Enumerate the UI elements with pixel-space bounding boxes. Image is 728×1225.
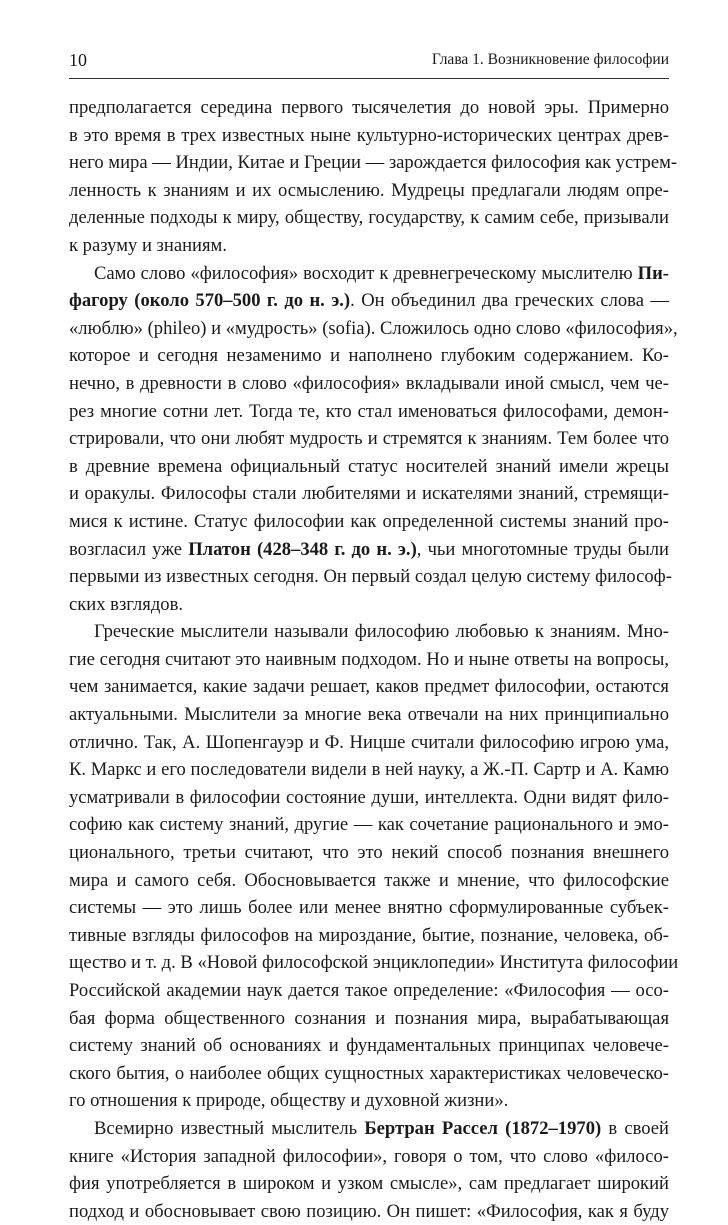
text-line [69,453,669,481]
page-number: 10 [69,50,87,70]
text-segment: рез многие сотни лет. Тогда те, кто стал именоваться философами, демон- [69,400,669,422]
text-line [69,1087,669,1115]
text-segment: стрировали, что они любят мудрость и стремятся к знаниям. Тем более что [69,428,669,450]
text-segment: Греческие мыслители называли философию любовью к знаниям. Мно- [94,621,669,643]
text-segment: «люблю» (phileo) и «мудрость» (sofia). Сложилось одно слово «философия», [69,317,678,339]
text-segment: фия употребляется в широком и узком смысле», сам предлагает широкий [69,1173,669,1195]
bold-text: Бертран Рассел (1872–1970) [364,1117,602,1139]
text-segment: Всемирно известный мыслитель [94,1117,365,1139]
bold-text: Пи- [637,262,669,284]
text-segment: софию как систему знаний, другие — как сочетание рационального и эмо- [69,814,669,836]
text-line [69,729,669,757]
text-segment: щество и т. д. В «Новой философской энциклопедии» Института философии [69,952,679,974]
text-line [69,811,669,839]
text-segment: . Он объединил два греческих слова — [350,290,669,312]
text-line [69,977,669,1005]
text-line [69,232,669,260]
text-segment: ского бытия, о наиболее общих сущностных характеристиках человеческо- [69,1062,669,1084]
text-segment: которое и сегодня незаменимо и наполнено глубоким содержанием. Ко- [69,345,669,367]
text-line [69,204,669,232]
text-line [69,1005,669,1033]
text-line [69,425,669,453]
text-segment: , чьи многотомные труды были [416,538,669,560]
text-segment: первыми из известных сегодня. Он первый создал целую систему философ- [69,566,672,588]
text-line [69,784,669,812]
text-line [69,398,669,426]
running-header [69,48,669,72]
text-segment: ских взглядов. [69,593,184,615]
text-segment: го отношения к природе, обществу и духовной жизни». [69,1090,509,1112]
text-segment: него мира — Индии, Китае и Греции — зарождается философия как устрем- [69,152,678,174]
text-line [69,94,669,122]
text-line [69,536,669,564]
text-line [69,287,669,315]
bold-text: фагору (около 570–500 г. до н. э.) [69,290,351,312]
text-line [69,122,669,150]
text-line [69,315,678,343]
text-segment: мира и самого себя. Обосновывается также и мнение, что философские [69,869,669,891]
text-segment: усматривали в философии состояние души, интеллекта. Одни видят фило- [69,786,669,808]
text-line [69,701,669,729]
text-segment: системы — это лишь более или менее внятно сформулированные субъек- [69,897,669,919]
text-segment: в своей [601,1117,669,1139]
bold-text: Платон (428–348 г. до н. э.) [188,538,417,560]
text-line [69,1032,669,1060]
text-segment: гие сегодня считают это наивным подходом. Но и ныне ответы на вопросы, [69,648,669,670]
text-segment: чем занимается, какие задачи решает, каков предмет философии, остаются [69,676,669,698]
text-segment: в древние времена официальный статус носителей знаний имели жрецы [69,455,669,477]
text-line [69,1115,669,1143]
text-line [69,839,669,867]
text-segment: предполагается середина первого тысячелетия до новой эры. Примерно [69,97,669,118]
text-segment: К. Маркс и его последователи видели в ней науку, а Ж.-П. Сартр и А. Камю [69,759,669,781]
text-line [69,260,669,288]
text-segment: нечно, в древности в слово «философия» вкладывали иной смысл, чем че- [69,372,669,394]
text-line [69,370,669,398]
text-line [69,563,672,591]
text-line [69,1170,669,1198]
text-line [69,646,669,674]
text-segment: ционального, третьи считают, что это некий способ познания внешнего [69,842,669,864]
header-divider [69,78,669,79]
text-segment: актуальными. Мыслители за многие века отвечали на них принципиально [69,704,669,726]
text-line [69,149,678,177]
text-line [69,949,679,977]
text-segment: и оракулы. Философы стали любителями и искателями знаний, стремящи- [69,483,669,505]
text-line [69,618,669,646]
text-line [69,673,669,701]
text-segment: возгласил уже [69,538,189,560]
text-line [69,1143,669,1171]
text-segment: к разуму и знаниям. [69,234,227,256]
text-line [69,177,669,205]
text-segment: в это время в трех известных ныне культурно-исторических центрах древ- [69,124,669,146]
text-line [69,591,669,619]
body-text [69,94,679,1225]
text-line [69,342,669,370]
text-segment: ленность к знаниям и их осмыслению. Мудрецы предлагали людям опре- [69,179,669,201]
text-segment: деленные подходы к миру, обществу, государству, к самим себе, призывали [69,207,669,229]
text-segment: тивные взгляды философов на мироздание, бытие, познание, человека, об- [69,924,669,946]
text-line [69,1198,669,1225]
chapter-title: Глава 1. Возникновение философии [431,51,669,68]
text-segment: систему знаний об основаниях и фундаментальных принципах человече- [69,1035,669,1057]
text-line [69,922,669,950]
text-segment: Российской академии наук дается такое определение: «Философия — осо- [69,980,669,1001]
text-line [69,480,669,508]
text-segment: отлично. Так, А. Шопенгауэр и Ф. Ницше считали философию игрою ума, [69,731,669,753]
text-line [69,894,669,922]
text-segment: Само слово «философия» восходит к древнегреческому мыслителю [94,262,638,284]
text-segment: мися к истине. Статус философии как определенной системы знаний про- [69,510,669,532]
text-line [69,756,669,784]
text-line [69,1060,669,1088]
text-line [69,867,669,895]
text-segment: бая форма общественного сознания и познания мира, вырабатывающая [69,1007,669,1029]
text-segment: книге «История западной философии», говоря о том, что слово «филосо- [69,1145,669,1167]
text-line [69,508,669,536]
text-segment: подход и обосновывает свою позицию. Он пишет: «Философия, как я буду [69,1200,669,1222]
